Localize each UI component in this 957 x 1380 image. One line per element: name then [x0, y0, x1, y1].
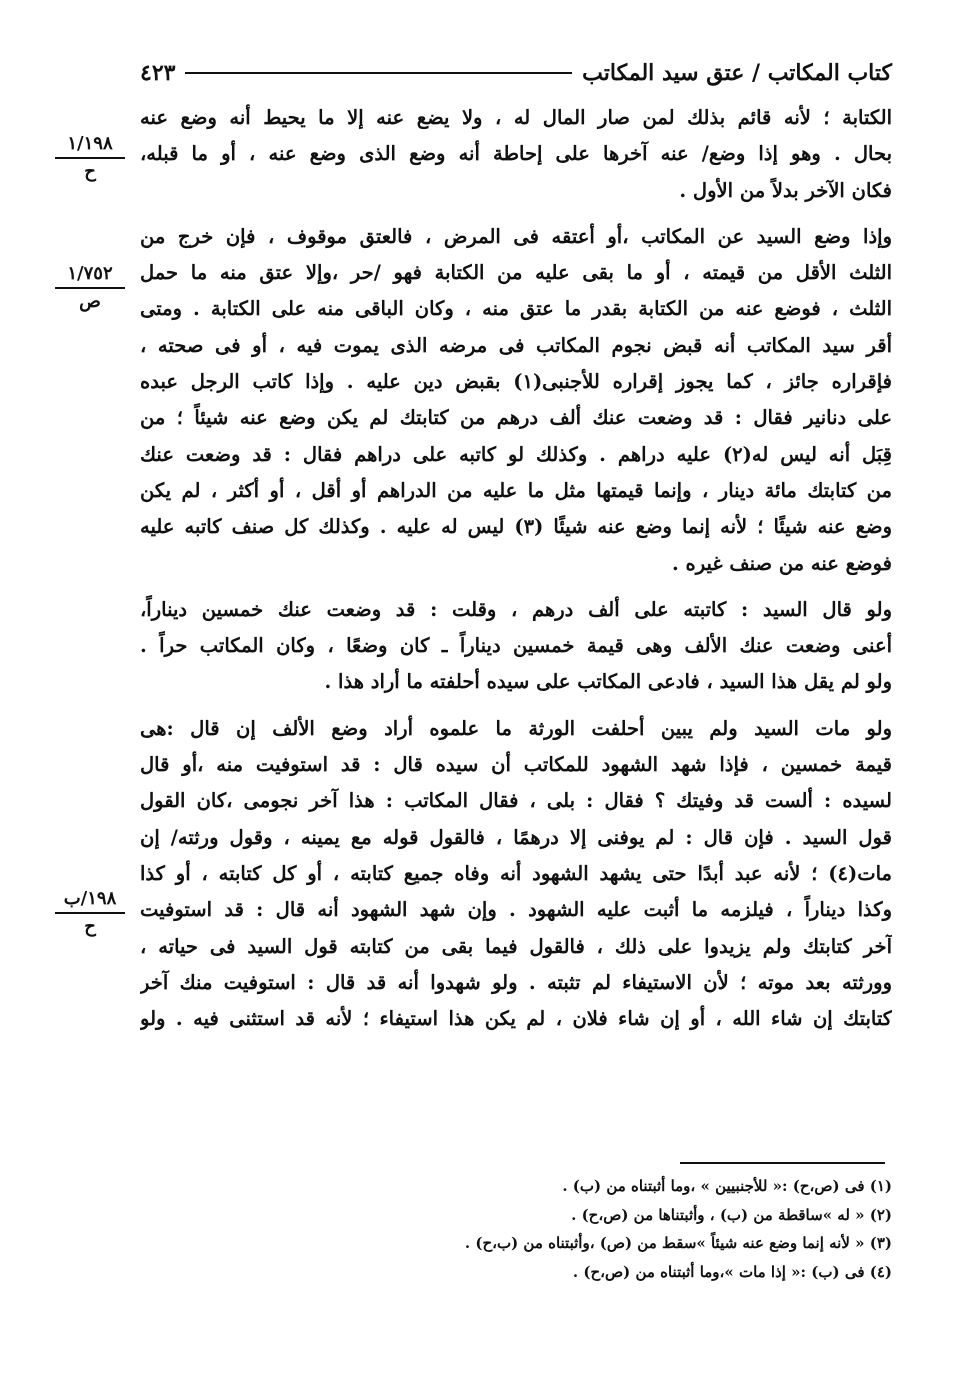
margin-note-manuscript: ح [84, 916, 96, 937]
text-line: وكذا ديناراً ، فيلزمه ما أثبت عليه الشهود . وإن شهد الشهود أنه قال : قد استوفيت [140, 898, 892, 922]
text-line: الثلث الأقل من قيمته ، أو ما بقى عليه من الكتابة فهو /حر ،وإلا عتق منه ما حمل [140, 261, 892, 285]
text-line: من كتابتك مائة دينار ، وإنما قيمتها مثل ما عليه من الدراهم أو أقل ، أو أكثر ، لم يكن [140, 478, 892, 502]
text-line: ولو لم يقل هذا السيد ، فادعى المكاتب على سيده أحلفته ما أراد هذا . [324, 670, 892, 694]
text-line: الكتابة ؛ لأنه قائم بذلك لمن صار المال له ، ولا يضع عنه إلا ما يحيط أنه وضع عنه [140, 106, 892, 129]
margin-note [55, 263, 125, 313]
footnotes [140, 1172, 892, 1286]
header-rule [185, 72, 572, 74]
text-line: ولو قال السيد : كاتبته على ألف درهم ، وقلت : قد وضعت عنك خمسين ديناراً، [140, 597, 892, 621]
text-line: لسيده : ألست قد وفيتك ؟ فقال : بلى ، فقال المكاتب : هذا آخر نجومى ،كان القول [140, 789, 892, 813]
footnote-separator [680, 1162, 885, 1164]
text-line: أقر سيد المكاتب أنه قبض نجوم المكاتب فى مرضه الذى يموت فيه ، أو فى صحته ، [140, 333, 892, 357]
page-header [140, 55, 892, 91]
text-line: وورثته بعد موته ؛ لأن الاستيفاء لم تثبته . ولو شهدوا أنه قد قال : استوفيت منك آخر [140, 970, 892, 994]
footnote: (٣) « لأنه إنما وضع عنه شيئاً »سقط من (ص) ،وأثبتناه من (ب،ح) . [464, 1234, 892, 1252]
margin-note [55, 888, 125, 938]
text-line: أعنى وضعت عنك الألف وهى قيمة خمسين ديناراً ـ كان وضعًا ، وكان المكاتب حراً . [140, 634, 892, 658]
footnote: (٢) « له »ساقطة من (ب) ، وأثبتناها من (ص،ح) . [571, 1205, 892, 1224]
margin-note-manuscript: ح [84, 161, 96, 182]
footnote: (٤) فى (ب) :« إذا مات »،وما أثبتناه من (ص،ح) . [572, 1262, 892, 1281]
text-line: الثلث ، فوضع عنه من الكتابة بقدر ما عتق منه ، وكان الباقى منه على الكتابة . ومتى [140, 297, 892, 321]
footnote: (١) فى (ص،ح) :« للأجنبيين » ،وما أثبتناه من (ب) . [562, 1177, 892, 1195]
page-number: ٤٢٣ [140, 60, 176, 86]
margin-note-folio: ١/١٩٨ [55, 133, 125, 159]
paragraph [140, 711, 892, 1038]
header-title: كتاب المكاتب / عتق سيد المكاتب [582, 60, 892, 86]
margin-note [55, 133, 125, 183]
margin-note-folio: ١٩٨/ب [55, 888, 125, 914]
text-line: قول السيد . فإن قال : لم يوفنى إلا درهمًا ، فالقول قوله مع يمينه ، وقول ورثته/ إن [140, 825, 892, 849]
text-line: كتابتك إن شاء الله ، أو إن شاء فلان ، لم يكن هذا استيفاء ؛ لأنه قد استثنى فيه . ولو [140, 1007, 892, 1031]
paragraph [140, 100, 892, 209]
text-line: وإذا وضع السيد عن المكاتب ،أو أعتقه فى المرض ، فالعتق موقوف ، فإن خرج من [140, 224, 892, 248]
text-line: قيمة خمسين ، فإذا شهد الشهود للمكاتب أن سيده قال : قد استوفيت منه ،أو قال [140, 753, 892, 777]
text-line: آخر كتابتك ولم يزيدوا على ذلك ، فالقول فيما بقى من كتابته قول السيد فى حياته ، [140, 934, 892, 958]
paragraph-gap [140, 701, 892, 711]
text-line: ولو مات السيد ولم يبين أحلفت الورثة ما علموه أراد وضع الألف إن قال :هى [140, 716, 892, 740]
text-line: مات(٤) ؛ لأنه عبد أبدًا حتى يشهد الشهود أنه وفاه جميع كتابته ، أو كل كتابته ، أو كذا [140, 861, 892, 885]
text-line: فإقراره جائز ، كما يجوز إقراره للأجنبى(١) بقبض دين عليه . وإذا كاتب الرجل عبده [140, 370, 892, 394]
text-line: على دنانير فقال : قد وضعت عنك ألف درهم من كتابتك لم يكن وضع عنه شيئاً ؛ من [140, 406, 892, 430]
body-text [140, 100, 892, 1037]
paragraph-gap [140, 582, 892, 592]
margin-note-folio: ١/٧٥٢ [55, 263, 125, 289]
paragraph [140, 592, 892, 701]
paragraph-gap [140, 209, 892, 219]
text-line: وضع عنه شيئًا ؛ لأنه إنما وضع عنه شيئًا (٣) ليس له عليه . وكذلك كل صنف كاتبه عليه [140, 515, 892, 539]
text-line: قِبَل أنه ليس له(٢) عليه دراهم . وكذلك لو كاتبه على دراهم فقال : قد وضعت عنك [140, 442, 892, 466]
text-line: بحال . وهو إذا وضع/ عنه آخرها على إحاطة أنه وضع الذى وضع عنه ، أو ما قبله، [140, 142, 892, 166]
margin-note-manuscript: ص [79, 291, 101, 312]
paragraph [140, 219, 892, 582]
text-line: فكان الآخر بدلاً من الأول . [679, 178, 892, 202]
text-line: فوضع عنه من صنف غيره . [671, 551, 892, 575]
